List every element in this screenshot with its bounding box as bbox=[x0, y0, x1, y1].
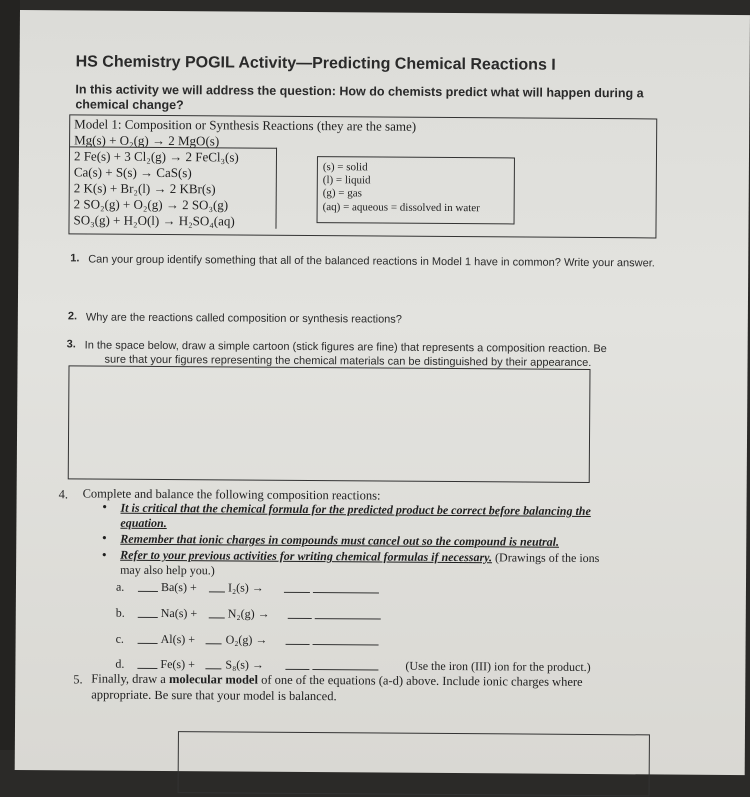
item-d-coef-1[interactable] bbox=[137, 657, 157, 673]
q5-number: 5. bbox=[73, 672, 83, 687]
q1-number: 1. bbox=[70, 252, 80, 265]
bullet-1-line1: It is critical that the chemical formula for the predicted product be correct before balancing the bbox=[120, 500, 591, 518]
bullet-3-tail: (Drawings of the ions bbox=[492, 550, 600, 566]
legend-gas: (g) = gas bbox=[322, 187, 362, 200]
q4-number: 4. bbox=[58, 487, 69, 502]
item-c-answer[interactable] bbox=[286, 633, 379, 650]
item-c-coef-1[interactable] bbox=[138, 632, 158, 648]
legend-liquid: (l) = liquid bbox=[322, 174, 371, 187]
reaction-4: 2 K(s) + Br₂(l) → 2 KBr(s) bbox=[73, 180, 216, 197]
item-a-reactant-2: I₂(s) → bbox=[227, 580, 264, 595]
q5-pre: Finally, draw a bbox=[91, 671, 170, 687]
bullet-dot-1: • bbox=[102, 499, 107, 514]
model-heading: Model 1: Composition or Synthesis Reactions (they are the same) bbox=[74, 116, 417, 134]
item-d-reactant-2: S₈(s) → bbox=[225, 657, 265, 672]
item-b-coef-2[interactable] bbox=[209, 606, 225, 622]
item-b-coef-1[interactable] bbox=[138, 606, 158, 622]
item-a-letter: a. bbox=[115, 579, 125, 594]
q5-bold: molecular model bbox=[168, 672, 259, 687]
reaction-grid bbox=[69, 146, 277, 228]
reaction-2: 2 Fe(s) + 3 Cl₂(g) → 2 FeCl₃(s) bbox=[73, 148, 239, 165]
item-b-reactant-1: Na(s) + bbox=[160, 605, 198, 621]
q2-text: Why are the reactions called composition or synthesis reactions? bbox=[85, 311, 402, 326]
item-c-reactant-2: O₂(g) → bbox=[225, 632, 268, 647]
bullet-3-continued: may also help you.) bbox=[120, 562, 215, 578]
item-d-coef-2[interactable] bbox=[205, 657, 221, 673]
state-legend-box bbox=[317, 156, 515, 224]
item-a-coef-2[interactable] bbox=[209, 580, 225, 596]
q3-text-line1: In the space below, draw a simple cartoon (stick figures are fine) that represents a composition reaction. Be bbox=[84, 339, 607, 356]
page-title: HS Chemistry POGIL Activity—Predicting Chemical Reactions I bbox=[75, 53, 556, 74]
q3-text-line2: sure that your figures representing the chemical materials can be distinguished by their appearance. bbox=[104, 353, 592, 369]
bullet-dot-2: • bbox=[102, 530, 107, 545]
q4-text: Complete and balance the following composition reactions: bbox=[82, 486, 381, 503]
reaction-1: Mg(s) + O₂(g) → 2 MgO(s) bbox=[74, 132, 220, 149]
worksheet-page bbox=[15, 10, 750, 775]
item-c-letter: c. bbox=[115, 631, 124, 646]
q1-text: Can your group identify something that all of the balanced reactions in Model 1 have in common? Write your answer. bbox=[88, 253, 655, 270]
item-a-coef-1[interactable] bbox=[138, 580, 158, 596]
bullet-2: Remember that ionic charges in compounds must cancel out so the compound is neutral. bbox=[120, 531, 560, 549]
bullet-3-emphasis: Refer to your previous activities for writing chemical formulas if necessary. bbox=[120, 547, 493, 565]
item-b-letter: b. bbox=[115, 605, 125, 620]
q5-post: of one of the equations (a-d) above. Include ionic charges where bbox=[257, 672, 583, 689]
q3-number: 3. bbox=[66, 338, 76, 351]
bullet-1-line2: equation. bbox=[120, 515, 167, 531]
q5-text-line2: appropriate. Be sure that your model is balanced. bbox=[91, 687, 337, 704]
legend-solid: (s) = solid bbox=[322, 161, 368, 174]
item-d-note: (Use the iron (III) ion for the product.) bbox=[405, 658, 591, 675]
legend-aqueous: (aq) = aqueous = dissolved in water bbox=[322, 201, 480, 215]
item-d-reactant-1: Fe(s) + bbox=[160, 656, 195, 672]
bullet-dot-3: • bbox=[102, 547, 107, 562]
item-d-letter: d. bbox=[115, 656, 125, 671]
reaction-3: Ca(s) + S(s) → CaS(s) bbox=[73, 164, 192, 181]
intro-question: In this activity we will address the question: How do chemists predict what will happen during a chemical change? bbox=[75, 82, 644, 113]
item-a-answer[interactable] bbox=[284, 581, 379, 598]
item-a-reactant-1: Ba(s) + bbox=[160, 579, 197, 595]
reaction-6: SO₃(g) + H₂O(l) → H₂SO₄(aq) bbox=[73, 212, 235, 229]
reaction-5: 2 SO₂(g) + O₂(g) → 2 SO₃(g) bbox=[73, 196, 229, 213]
item-c-reactant-1: Al(s) + bbox=[160, 631, 196, 647]
item-c-coef-2[interactable] bbox=[206, 632, 222, 648]
item-b-reactant-2: N₂(g) → bbox=[227, 606, 270, 621]
item-b-answer[interactable] bbox=[288, 607, 381, 624]
molecular-model-box[interactable] bbox=[178, 731, 650, 796]
q2-number: 2. bbox=[67, 310, 78, 323]
cartoon-drawing-box[interactable] bbox=[68, 365, 591, 483]
